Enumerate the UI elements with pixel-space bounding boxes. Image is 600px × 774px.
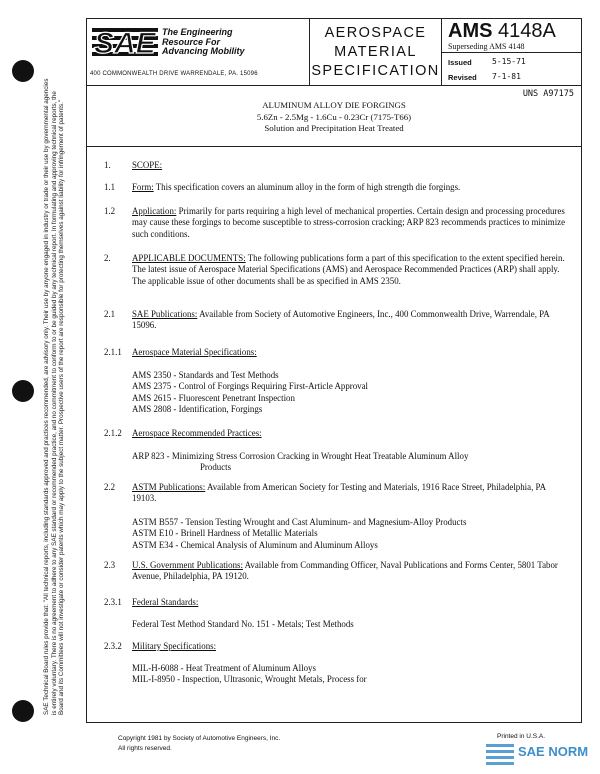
section-number: 2.3.2 [104, 641, 122, 651]
section-number: 1. [104, 160, 111, 170]
tagline-line-2: Resource For [162, 36, 221, 47]
issued-date: 5-15-71 [492, 57, 526, 66]
section-number: 2.1.1 [104, 347, 122, 357]
list-item: ASTM E10 - Brinell Hardness of Metallic Materials [132, 528, 318, 539]
section-number: 1.1 [104, 182, 116, 192]
title-divider [86, 146, 582, 147]
sae-address: 400 COMMONWEALTH DRIVE WARRENDALE, PA. 15096 [90, 71, 258, 77]
spec-type-title [310, 18, 442, 86]
legal-disclaimer-sidebar: SAE Technical Board rules provide that: "All technical reports, including standards approved and practices recommended, are advisory only. Their use by anyone engaged in industry or trade or their use by governmental agencies is entirely voluntary. There is no agreement to adhere to any SAE standard or recommended practice, and no commitment to conform to or be guided by any technical report. In formulating and approving technical reports, the Board and its Committees will not investigate or consider patents which may apply to the subject matter. Prospective users of the report are responsible for protecting themselves against liability for infringement of patents." [43, 78, 66, 715]
section-number: 2.2 [104, 482, 116, 492]
superseding-note: Superseding AMS 4148 [448, 42, 525, 51]
sae-norm-watermark-text: SAE NORM [518, 744, 589, 759]
list-item: MIL-H-6088 - Heat Treatment of Aluminum Alloys [132, 663, 316, 673]
section-heading: Form: [132, 182, 154, 192]
section-text: Available from Society of Automotive Engineers, Inc., 400 Commonwealth Drive, Warrendale, PA 15096. [132, 309, 550, 331]
punch-hole-bottom [12, 700, 34, 722]
title-line-2: 5.6Zn - 2.5Mg - 1.6Cu - 0.23Cr (7175-T66) [256, 111, 412, 122]
spec-number-block [442, 18, 582, 86]
ams-reference-list [132, 370, 572, 416]
list-item: ASTM B557 - Tension Testing Wrought and Cast Aluminum- and Magnesium-Alloy Products [132, 517, 467, 527]
list-item: ASTM E34 - Chemical Analysis of Aluminum and Aluminum Alloys [132, 539, 378, 550]
section-heading: U.S. Government Publications: [132, 560, 243, 570]
spec-type-line-3: SPECIFICATION [311, 63, 440, 79]
punch-hole-top [12, 60, 34, 82]
section-heading: SAE Publications: [132, 309, 198, 319]
revised-label: Revised [448, 73, 477, 82]
section-number: 1.2 [104, 206, 116, 216]
uns-number: UNS A97175 [522, 89, 574, 99]
section-number: 2.3.1 [104, 597, 122, 607]
sae-logo-block [86, 18, 310, 86]
section-number: 2.3 [104, 560, 116, 570]
section-heading: SCOPE: [132, 160, 163, 170]
copyright-notice [118, 734, 280, 754]
section-heading: Application: [132, 206, 177, 216]
section-heading: APPLICABLE DOCUMENTS: [132, 253, 246, 263]
title-line-3: Solution and Precipitation Heat Treated [264, 123, 404, 133]
spec-number-value: 4148A [498, 20, 556, 42]
list-item: AMS 2375 - Control of Forgings Requiring First-Article Approval [132, 381, 369, 392]
document-title [86, 100, 582, 135]
tagline-line-3: Advancing Mobility [162, 46, 245, 56]
document-header [86, 18, 582, 86]
section-text: Available from Commanding Officer, Naval Publications and Forms Center, 5801 Tabor Avenue, Philadelphia, PA 19120. [132, 560, 558, 582]
section-text: This specification covers an aluminum alloy in the form of high strength die forgings. [153, 182, 461, 192]
section-number: 2.1.2 [104, 428, 122, 438]
section-heading: Aerospace Recommended Practices: [132, 428, 262, 438]
section-heading: Aerospace Material Specifications: [132, 347, 257, 357]
printed-in-notice: Printed in U.S.A. [497, 733, 546, 740]
list-item: AMS 2615 - Fluorescent Penetrant Inspection [132, 392, 295, 403]
sae-logo-text: SAE [94, 28, 156, 56]
section-text: Primarily for parts requiring a high level of mechanical properties. Certain design and processing procedures may cause these forgings to become susceptible to stress-corrosion cracking; ARP 823 recommends practices to minimize such conditions. [132, 206, 566, 239]
punch-hole-middle [12, 380, 34, 402]
section-heading: ASTM Publications: [132, 482, 206, 492]
spec-type-line-1: AEROSPACE [324, 25, 427, 41]
federal-standard-reference: Federal Test Method Standard No. 151 - Metals; Test Methods [132, 619, 354, 629]
spec-number [448, 20, 556, 43]
revised-date: 7-1-81 [492, 72, 521, 81]
issued-label: Issued [448, 58, 472, 67]
list-item: MIL-I-8950 - Inspection, Ultrasonic, Wrought Metals, Process for [132, 674, 367, 685]
spec-number-divider [442, 52, 582, 53]
list-item-continuation: Products [200, 462, 232, 473]
tagline-line-1: The Engineering [162, 27, 233, 37]
arp-reference [132, 451, 572, 474]
section-number: 2. [104, 253, 111, 263]
astm-reference-list [132, 517, 572, 551]
copyright-line: Copyright 1981 by Society of Automotive Engineers, Inc. [118, 735, 281, 742]
spec-number-prefix: AMS [448, 20, 493, 42]
military-spec-list [132, 663, 572, 686]
section-heading: Military Specifications: [132, 641, 217, 651]
section-heading: Federal Standards: [132, 597, 199, 607]
section-number: 2.1 [104, 309, 116, 319]
title-line-1: ALUMINUM ALLOY DIE FORGINGS [262, 100, 406, 110]
list-item: AMS 2808 - Identification, Forgings [132, 404, 263, 415]
section-text: Available from American Society for Testing and Materials, 1916 Race Street, Philadelphia, PA 19103. [132, 482, 546, 504]
list-item: ARP 823 - Minimizing Stress Corrosion Cracking in Wrought Heat Treatable Aluminum Alloy [132, 451, 469, 461]
spec-type-line-2: MATERIAL [334, 44, 417, 60]
rights-line: All rights reserved. [118, 745, 172, 752]
sae-logo-icon [92, 28, 158, 56]
list-item: AMS 2350 - Standards and Test Methods [132, 370, 279, 380]
sae-tagline [162, 28, 245, 57]
section-text: The following publications form a part of this specification to the extent specified herein. The latest issue of Aerospace Material Specifications (AMS) and Aerospace Recommended Practices (ARP) shall apply. The applicable issue of other documents shall be as specified in AMS 2350. [132, 253, 565, 286]
